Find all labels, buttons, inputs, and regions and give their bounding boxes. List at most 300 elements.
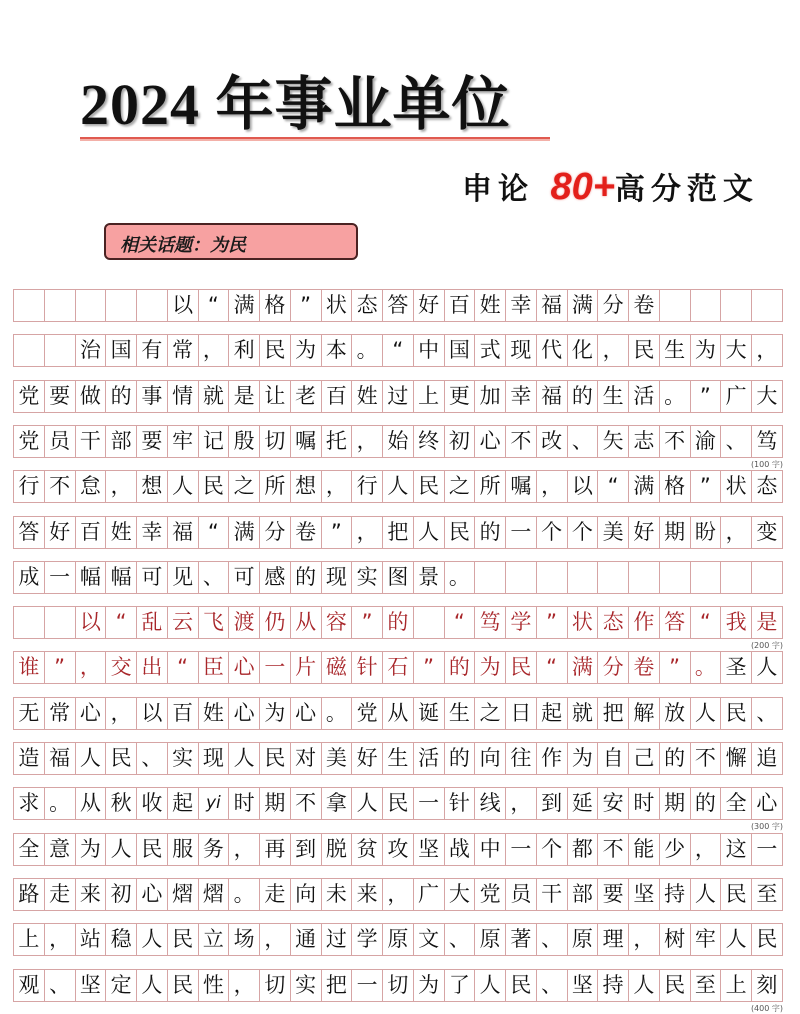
essay-cell: 来 (352, 879, 383, 910)
essay-cell: “ (168, 652, 199, 683)
essay-cell: 追 (752, 743, 783, 774)
essay-cell: 过 (383, 381, 414, 412)
essay-cell: 个 (568, 517, 599, 548)
essay-cell: 活 (629, 381, 660, 412)
essay-cell: 了 (445, 970, 476, 1001)
essay-cell: 常 (168, 335, 199, 366)
essay-cell: 姓 (106, 517, 137, 548)
essay-cell: 干 (537, 879, 568, 910)
page-title: 2024 年事业单位 (80, 72, 511, 137)
essay-cell: 中 (475, 834, 506, 865)
essay-cell: ” (691, 471, 722, 502)
essay-cell: 不 (598, 834, 629, 865)
essay-cell: 之 (475, 698, 506, 729)
essay-cell: 观 (14, 970, 45, 1001)
essay-cell (752, 562, 783, 593)
essay-cell: ， (199, 335, 230, 366)
essay-cell: 状 (568, 607, 599, 638)
essay-cell: 盼 (691, 517, 722, 548)
essay-cell: 幸 (506, 381, 537, 412)
essay-cell: 卷 (291, 517, 322, 548)
essay-cell: 好 (629, 517, 660, 548)
essay-cell: ” (291, 290, 322, 321)
essay-cell: 感 (260, 562, 291, 593)
essay-cell: 心 (475, 426, 506, 457)
essay-cell: 圣 (721, 652, 752, 683)
essay-cell: 一 (506, 517, 537, 548)
essay-cell: 美 (598, 517, 629, 548)
essay-cell: 行 (352, 471, 383, 502)
essay-cell: 的 (445, 652, 476, 683)
essay-cell: 幅 (106, 562, 137, 593)
essay-cell: ” (537, 607, 568, 638)
essay-cell: 景 (414, 562, 445, 593)
word-count-marker: (400 字) (750, 1003, 783, 1013)
essay-cell: 常 (45, 698, 76, 729)
essay-cell: 民 (506, 652, 537, 683)
essay-cell: 大 (445, 879, 476, 910)
essay-cell (568, 562, 599, 593)
essay-cell: 代 (537, 335, 568, 366)
essay-cell: 民 (168, 924, 199, 955)
essay-cell: 部 (106, 426, 137, 457)
essay-row (13, 651, 783, 684)
essay-cell: 民 (660, 970, 691, 1001)
essay-cell: 党 (14, 381, 45, 412)
essay-cell: 上 (14, 924, 45, 955)
essay-cell: 分 (598, 652, 629, 683)
essay-row (13, 833, 783, 866)
essay-cell: 人 (629, 970, 660, 1001)
essay-cell: 大 (721, 335, 752, 366)
essay-cell: 党 (475, 879, 506, 910)
essay-cell: 百 (168, 698, 199, 729)
essay-cell: 至 (752, 879, 783, 910)
essay-cell: 著 (506, 924, 537, 955)
essay-cell: yi (199, 788, 230, 819)
essay-cell: 造 (14, 743, 45, 774)
essay-cell: ” (322, 517, 353, 548)
essay-cell: 满 (629, 471, 660, 502)
essay-cell: 百 (445, 290, 476, 321)
essay-cell: 己 (629, 743, 660, 774)
essay-cell: 民 (721, 698, 752, 729)
essay-cell: 原 (475, 924, 506, 955)
essay-cell: 百 (76, 517, 107, 548)
essay-cell: 。 (322, 698, 353, 729)
essay-cell: 人 (229, 743, 260, 774)
essay-cell: 为 (475, 652, 506, 683)
essay-cell: 福 (168, 517, 199, 548)
essay-cell: 谁 (14, 652, 45, 683)
essay-cell: 殷 (229, 426, 260, 457)
essay-cell: 求 (14, 788, 45, 819)
essay-cell: 怠 (76, 471, 107, 502)
essay-cell: 务 (199, 834, 230, 865)
essay-cell: 所 (260, 471, 291, 502)
essay-cell: 稳 (106, 924, 137, 955)
score-badge: 80+ (550, 166, 615, 208)
essay-cell: 线 (475, 788, 506, 819)
essay-cell: 延 (568, 788, 599, 819)
essay-cell: 从 (383, 698, 414, 729)
essay-cell: 好 (352, 743, 383, 774)
subtitle-suffix: 高分范文 (614, 172, 759, 207)
essay-cell: 、 (568, 426, 599, 457)
essay-cell: 未 (322, 879, 353, 910)
essay-cell: 个 (537, 517, 568, 548)
essay-cell: 分 (598, 290, 629, 321)
essay-row (13, 606, 783, 639)
essay-cell: 成 (14, 562, 45, 593)
essay-cell: 就 (568, 698, 599, 729)
essay-cell: 不 (506, 426, 537, 457)
essay-cell: 坚 (629, 879, 660, 910)
essay-cell: 姓 (475, 290, 506, 321)
essay-cell: 是 (229, 381, 260, 412)
essay-cell (14, 335, 45, 366)
essay-cell (691, 290, 722, 321)
essay-cell: 有 (137, 335, 168, 366)
word-count-marker: (300 字) (750, 822, 783, 832)
essay-cell: 向 (291, 879, 322, 910)
essay-cell: 人 (168, 471, 199, 502)
essay-cell: 以 (76, 607, 107, 638)
essay-cell: 的 (475, 517, 506, 548)
essay-cell: 中 (414, 335, 445, 366)
essay-cell: 片 (291, 652, 322, 683)
essay-cell: 做 (76, 381, 107, 412)
essay-cell: 持 (598, 970, 629, 1001)
essay-cell: 牢 (168, 426, 199, 457)
essay-cell: 民 (721, 879, 752, 910)
essay-row (13, 470, 783, 503)
essay-cell: 期 (660, 788, 691, 819)
essay-cell: 立 (199, 924, 230, 955)
essay-cell: 大 (752, 381, 783, 412)
essay-cell: 所 (475, 471, 506, 502)
essay-cell: 我 (721, 607, 752, 638)
essay-cell: 从 (76, 788, 107, 819)
essay-cell: 的 (383, 607, 414, 638)
essay-cell: ” (352, 607, 383, 638)
essay-cell: 更 (445, 381, 476, 412)
essay-cell: “ (199, 517, 230, 548)
essay-cell: 的 (691, 788, 722, 819)
essay-cell: 渡 (229, 607, 260, 638)
essay-cell: 日 (506, 698, 537, 729)
essay-cell: 定 (106, 970, 137, 1001)
topic-label: 相关话题：为民 (120, 235, 246, 256)
essay-cell: 的 (445, 743, 476, 774)
essay-cell: 可 (229, 562, 260, 593)
essay-cell: “ (445, 607, 476, 638)
essay-cell: 为 (568, 743, 599, 774)
essay-cell: ， (721, 517, 752, 548)
essay-cell: 见 (168, 562, 199, 593)
essay-cell: 之 (445, 471, 476, 502)
essay-cell: 福 (537, 290, 568, 321)
essay-cell: 自 (598, 743, 629, 774)
essay-cell: 渝 (691, 426, 722, 457)
essay-cell: 意 (45, 834, 76, 865)
essay-cell: 刻 (752, 970, 783, 1001)
essay-cell: ， (76, 652, 107, 683)
essay-cell: 之 (229, 471, 260, 502)
essay-cell: 姓 (199, 698, 230, 729)
essay-cell: 熠 (168, 879, 199, 910)
essay-cell: 云 (168, 607, 199, 638)
essay-cell: 至 (691, 970, 722, 1001)
essay-cell: 一 (752, 834, 783, 865)
essay-cell: 往 (506, 743, 537, 774)
essay-cell: 幸 (506, 290, 537, 321)
essay-cell: 、 (445, 924, 476, 955)
essay-cell: 党 (352, 698, 383, 729)
essay-cell: 生 (598, 381, 629, 412)
essay-cell: 民 (260, 335, 291, 366)
essay-cell: 答 (14, 517, 45, 548)
essay-cell: 生 (383, 743, 414, 774)
essay-cell: 变 (752, 517, 783, 548)
essay-cell: 作 (629, 607, 660, 638)
essay-cell: 志 (629, 426, 660, 457)
essay-cell: 放 (660, 698, 691, 729)
essay-cell: 笃 (475, 607, 506, 638)
essay-cell: ， (106, 698, 137, 729)
essay-cell: 改 (537, 426, 568, 457)
essay-cell: 姓 (352, 381, 383, 412)
essay-cell: 终 (414, 426, 445, 457)
essay-cell: 人 (752, 652, 783, 683)
essay-cell: ， (229, 834, 260, 865)
essay-cell: 初 (106, 879, 137, 910)
essay-cell: 就 (199, 381, 230, 412)
essay-cell: 的 (106, 381, 137, 412)
essay-cell: 人 (475, 970, 506, 1001)
essay-cell: 以 (568, 471, 599, 502)
essay-cell: “ (199, 290, 230, 321)
essay-cell: 走 (260, 879, 291, 910)
essay-cell: 广 (414, 879, 445, 910)
essay-cell: 磁 (322, 652, 353, 683)
essay-cell: 以 (168, 290, 199, 321)
essay-cell: 以 (137, 698, 168, 729)
essay-cell (137, 290, 168, 321)
essay-cell: 路 (14, 879, 45, 910)
essay-cell: 到 (537, 788, 568, 819)
essay-cell: 民 (752, 924, 783, 955)
essay-cell: 全 (721, 788, 752, 819)
essay-cell: 好 (414, 290, 445, 321)
title-underline (80, 137, 550, 141)
essay-cell: 切 (260, 970, 291, 1001)
essay-cell: 要 (137, 426, 168, 457)
essay-cell: 理 (598, 924, 629, 955)
essay-cell: 不 (660, 426, 691, 457)
essay-cell: 行 (14, 471, 45, 502)
essay-cell: 老 (291, 381, 322, 412)
essay-cell: 坚 (414, 834, 445, 865)
essay-cell: 来 (76, 879, 107, 910)
essay-cell: ” (660, 652, 691, 683)
essay-cell: 时 (229, 788, 260, 819)
essay-cell (45, 290, 76, 321)
essay-cell: 答 (383, 290, 414, 321)
essay-cell: 国 (106, 335, 137, 366)
essay-cell: 人 (414, 517, 445, 548)
essay-cell (691, 562, 722, 593)
essay-cell: 态 (598, 607, 629, 638)
essay-cell: 为 (76, 834, 107, 865)
essay-cell: 一 (506, 834, 537, 865)
essay-cell: ” (414, 652, 445, 683)
essay-cell: 实 (291, 970, 322, 1001)
essay-cell (752, 290, 783, 321)
essay-cell: 民 (199, 471, 230, 502)
essay-cell: 民 (106, 743, 137, 774)
essay-cell: 嘱 (506, 471, 537, 502)
essay-cell (660, 290, 691, 321)
essay-cell: 是 (752, 607, 783, 638)
essay-cell: 国 (445, 335, 476, 366)
essay-cell: 向 (475, 743, 506, 774)
essay-cell: 民 (414, 471, 445, 502)
essay-cell: ， (383, 879, 414, 910)
essay-cell: 把 (322, 970, 353, 1001)
essay-cell: 人 (137, 970, 168, 1001)
essay-cell: 民 (629, 335, 660, 366)
essay-cell: 臣 (199, 652, 230, 683)
essay-cell: 为 (291, 335, 322, 366)
essay-cell: 坚 (568, 970, 599, 1001)
essay-cell (629, 562, 660, 593)
essay-cell: “ (691, 607, 722, 638)
topic-box (104, 223, 358, 260)
essay-cell: ， (629, 924, 660, 955)
essay-cell: “ (106, 607, 137, 638)
essay-row (13, 742, 783, 775)
essay-cell: 笃 (752, 426, 783, 457)
essay-cell: 、 (45, 970, 76, 1001)
essay-cell: 过 (322, 924, 353, 955)
essay-cell: 人 (383, 471, 414, 502)
word-count-marker: (200 字) (750, 641, 783, 651)
essay-cell: 石 (383, 652, 414, 683)
essay-cell: 树 (660, 924, 691, 955)
essay-cell: 态 (752, 471, 783, 502)
essay-cell: 不 (45, 471, 76, 502)
essay-row (13, 923, 783, 956)
essay-cell: 民 (137, 834, 168, 865)
essay-cell: ， (752, 335, 783, 366)
essay-cell: ， (598, 335, 629, 366)
essay-cell: 满 (568, 290, 599, 321)
essay-cell (506, 562, 537, 593)
essay-cell: 心 (291, 698, 322, 729)
essay-cell: 起 (537, 698, 568, 729)
essay-cell: 乱 (137, 607, 168, 638)
essay-cell: 实 (352, 562, 383, 593)
essay-cell: 站 (76, 924, 107, 955)
essay-cell: 始 (383, 426, 414, 457)
essay-cell: 广 (721, 381, 752, 412)
essay-cell: 上 (414, 381, 445, 412)
essay-cell: 为 (691, 335, 722, 366)
essay-cell: 情 (168, 381, 199, 412)
essay-cell: 满 (229, 290, 260, 321)
essay-cell: 现 (199, 743, 230, 774)
essay-cell: 矢 (598, 426, 629, 457)
essay-cell: 个 (537, 834, 568, 865)
essay-cell: 本 (322, 335, 353, 366)
essay-cell: 安 (598, 788, 629, 819)
essay-cell: ， (106, 471, 137, 502)
essay-cell: 人 (137, 924, 168, 955)
essay-cell: 脱 (322, 834, 353, 865)
subtitle (462, 164, 759, 209)
essay-cell: 通 (291, 924, 322, 955)
essay-cell: 美 (322, 743, 353, 774)
essay-cell: 民 (445, 517, 476, 548)
essay-cell (14, 290, 45, 321)
essay-cell: 熠 (199, 879, 230, 910)
essay-cell: 福 (537, 381, 568, 412)
essay-cell: 党 (14, 426, 45, 457)
essay-row (13, 697, 783, 730)
essay-cell: 人 (106, 834, 137, 865)
essay-cell: 都 (568, 834, 599, 865)
essay-cell: 切 (260, 426, 291, 457)
essay-cell (721, 290, 752, 321)
essay-cell: 、 (752, 698, 783, 729)
essay-cell: 民 (168, 970, 199, 1001)
essay-cell: 活 (414, 743, 445, 774)
essay-cell: 。 (660, 381, 691, 412)
essay-cell: 从 (291, 607, 322, 638)
essay-cell (14, 607, 45, 638)
essay-cell: 一 (45, 562, 76, 593)
essay-cell: ， (229, 970, 260, 1001)
essay-cell: 走 (45, 879, 76, 910)
essay-cell: 生 (445, 698, 476, 729)
essay-cell: ， (45, 924, 76, 955)
essay-cell: 实 (168, 743, 199, 774)
essay-cell: 牢 (691, 924, 722, 955)
essay-cell (598, 562, 629, 593)
essay-cell: 托 (322, 426, 353, 457)
essay-cell: 记 (199, 426, 230, 457)
essay-cell: ” (691, 381, 722, 412)
essay-cell: 、 (199, 562, 230, 593)
essay-cell: 作 (537, 743, 568, 774)
essay-cell: 上 (721, 970, 752, 1001)
essay-cell: 。 (229, 879, 260, 910)
essay-cell: 心 (76, 698, 107, 729)
essay-cell: 起 (168, 788, 199, 819)
essay-cell: 加 (475, 381, 506, 412)
essay-row (13, 878, 783, 911)
essay-row (13, 380, 783, 413)
essay-cell: 一 (260, 652, 291, 683)
essay-cell: 现 (506, 335, 537, 366)
essay-cell: 收 (137, 788, 168, 819)
essay-cell: 事 (137, 381, 168, 412)
essay-cell: 仍 (260, 607, 291, 638)
essay-cell: 不 (691, 743, 722, 774)
essay-cell: 图 (383, 562, 414, 593)
essay-cell: 状 (322, 290, 353, 321)
